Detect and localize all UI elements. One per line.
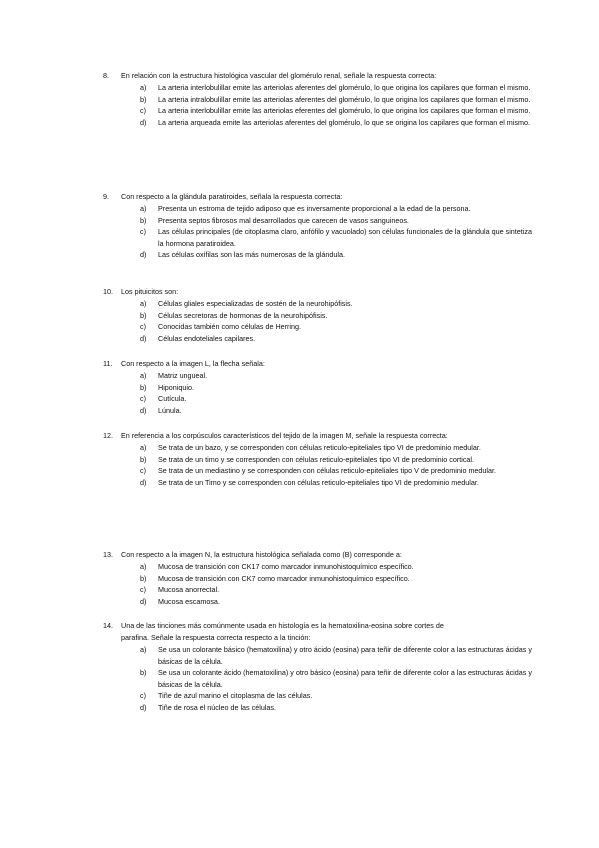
question-text: Con respecto a la glándula paratiroides, señala la respuesta correcta: xyxy=(121,192,343,201)
option-text: Se trata de un Timo y se corresponden con células reticulo-epiteliales tipo VI de predominio medular. xyxy=(158,477,479,487)
option-letter: a) xyxy=(140,83,147,92)
option-d xyxy=(103,405,543,417)
option-d xyxy=(103,477,543,489)
option-letter: b) xyxy=(140,573,147,583)
option-letter: d) xyxy=(140,596,147,606)
option-c xyxy=(103,465,543,477)
option-text: Presenta septos fibrosos mal desarrollados que carecen de vasos sanguineos. xyxy=(158,215,409,225)
option-text: La arteria interlobulillar emite las arteriolas aferentes del glomérulo, lo que origina los capilares que forman el mismo. xyxy=(158,83,531,92)
question-text: Con respecto a la imagen N, la estructura histológica señalada como (B) corresponde a: xyxy=(121,550,402,559)
option-a xyxy=(103,82,543,94)
option-c xyxy=(103,690,543,702)
option-c xyxy=(103,321,543,333)
option-text: Células endoteliales capilares. xyxy=(158,333,256,343)
question-number: 8. xyxy=(103,71,109,80)
question-text: En relación con la estructura histológica vascular del glomérulo renal, señale la respuesta correcta: xyxy=(121,71,437,80)
option-letter: d) xyxy=(140,477,147,487)
option-letter: b) xyxy=(140,454,147,464)
option-letter: a) xyxy=(140,645,147,654)
option-text: Matriz ungueal. xyxy=(158,371,208,380)
question-8 xyxy=(103,70,543,128)
option-d xyxy=(103,117,543,129)
option-a xyxy=(103,203,543,215)
question-text-continued: parafina. Señale la respuesta correcta respecto a la tinción: xyxy=(121,633,311,642)
question-number: 9. xyxy=(103,192,109,201)
question-number: 11. xyxy=(103,359,113,368)
option-list xyxy=(103,82,543,128)
option-text: Mucosa anorrectal. xyxy=(158,585,220,595)
option-letter: a) xyxy=(140,204,147,213)
option-c xyxy=(103,105,543,117)
option-text: Se usa un colorante ácido (hematoxilina) y otro básico (eosina) para teñir de diferente color a las estructuras ácidas y básicas de la célula. xyxy=(158,668,532,689)
question-text: En referencia a los corpúsculos característicos del tejido de la imagen M, señale la respuesta correcta: xyxy=(121,431,448,440)
option-letter: a) xyxy=(140,443,147,452)
option-b xyxy=(103,382,543,394)
option-letter: b) xyxy=(140,310,147,320)
option-list xyxy=(103,370,543,416)
option-list xyxy=(103,298,543,344)
option-list xyxy=(103,442,543,488)
option-letter: d) xyxy=(140,405,147,415)
option-a xyxy=(103,561,543,573)
option-text: Células gliales especializadas de sostén de la neurohipófisis. xyxy=(158,299,353,308)
option-text: Las células principales (de citoplasma claro, anfófilo y vacuolado) son células funcionales de la glándula que sintetiza la hormona paratiroidea. xyxy=(158,227,532,248)
option-text: Conocidas también como células de Herring. xyxy=(158,322,302,332)
option-letter: a) xyxy=(140,371,147,380)
option-text: Presenta un estroma de tejido adiposo que es inversamente proporcional a la edad de la persona. xyxy=(158,204,471,213)
question-text: Con respecto a la imagen L, la flecha señala: xyxy=(121,359,265,368)
option-d xyxy=(103,596,543,608)
question-number: 10. xyxy=(103,287,113,296)
option-letter: b) xyxy=(140,382,147,392)
option-letter: d) xyxy=(140,702,147,712)
option-text: Cutícula. xyxy=(158,394,187,404)
option-letter: c) xyxy=(140,106,146,116)
option-text: Mucosa de transición con CK17 como marcador inmunohistoquímico específico. xyxy=(158,562,414,571)
option-a xyxy=(103,298,543,310)
option-c xyxy=(103,393,543,405)
option-text: Hiponiquio. xyxy=(158,382,194,392)
option-text: Se trata de un mediastino y se corresponden con células reticulo-epiteliales tipo V de predominio medular. xyxy=(158,466,497,476)
question-12 xyxy=(103,430,543,488)
question-11 xyxy=(103,358,543,416)
option-letter: d) xyxy=(140,250,147,260)
option-text: Se usa un colorante básico (hematoxilina) y otro ácido (eosina) para teñir de diferente color a las estructuras ácidas y básicas de la célula. xyxy=(158,645,532,666)
option-d xyxy=(103,702,543,714)
option-a xyxy=(103,442,543,454)
option-letter: b) xyxy=(140,215,147,225)
option-letter: a) xyxy=(140,562,147,571)
option-text: Lúnula. xyxy=(158,405,182,415)
option-text: La arteria arqueada emite las arteriolas aferentes del glomérulo, lo que se origina los capilares que forman el mismo. xyxy=(158,117,530,127)
option-text: Tiñe de rosa el núcleo de las células. xyxy=(158,702,276,712)
option-b xyxy=(103,454,543,466)
option-text: La arteria interlobulillar emite las arteriolas eferentes del glomérulo, lo que origina los capilares que forman el mismo. xyxy=(158,106,531,116)
option-text: Mucosa de transición con CK7 como marcador inmunohistoquímico específico. xyxy=(158,573,410,583)
option-text: Se trata de un bazo, y se corresponden con células reticulo-epiteliales tipo VI de predominio medular. xyxy=(158,443,481,452)
option-b xyxy=(103,215,543,227)
option-list xyxy=(103,561,543,607)
option-list xyxy=(103,644,543,714)
question-9 xyxy=(103,191,543,261)
option-letter: c) xyxy=(140,691,146,701)
question-10 xyxy=(103,286,543,344)
option-text: Las células oxífilas son las más numerosas de la glándula. xyxy=(158,250,345,260)
option-letter: b) xyxy=(140,94,147,104)
option-a xyxy=(103,370,543,382)
question-text: Una de las tinciones más comúnmente usada en histología es la hematoxilina-eosina sobre cortes de xyxy=(121,621,444,630)
question-14 xyxy=(103,620,543,714)
question-text: Los pituicitos son: xyxy=(121,287,179,296)
option-c xyxy=(103,584,543,596)
option-letter: d) xyxy=(140,117,147,127)
question-13 xyxy=(103,549,543,607)
option-b xyxy=(103,573,543,585)
option-text: Tiñe de azul marino el citoplasma de las células. xyxy=(158,691,313,701)
option-c xyxy=(103,226,543,249)
question-number: 14. xyxy=(103,621,113,630)
option-letter: c) xyxy=(140,585,146,595)
question-number: 13. xyxy=(103,550,113,559)
option-letter: b) xyxy=(140,668,147,678)
question-number: 12. xyxy=(103,431,113,440)
option-letter: c) xyxy=(140,322,146,332)
option-letter: c) xyxy=(140,466,146,476)
option-b xyxy=(103,667,543,690)
option-text: Mucosa escamosa. xyxy=(158,596,220,606)
option-letter: c) xyxy=(140,394,146,404)
option-d xyxy=(103,333,543,345)
option-letter: c) xyxy=(140,227,146,237)
option-b xyxy=(103,94,543,106)
option-text: Se trata de un timo y se corresponden con células reticulo-epiteliales tipo VI de predominio cortical. xyxy=(158,454,475,464)
option-d xyxy=(103,249,543,261)
option-text: La arteria intralobulillar emite las arteriolas aferentes del glomérulo, lo que origina los capilares que forman el mismo. xyxy=(158,94,531,104)
option-text: Células secretoras de hormonas de la neurohipófisis. xyxy=(158,310,328,320)
option-a xyxy=(103,644,543,667)
option-letter: d) xyxy=(140,333,147,343)
option-letter: a) xyxy=(140,299,147,308)
option-b xyxy=(103,310,543,322)
option-list xyxy=(103,203,543,261)
